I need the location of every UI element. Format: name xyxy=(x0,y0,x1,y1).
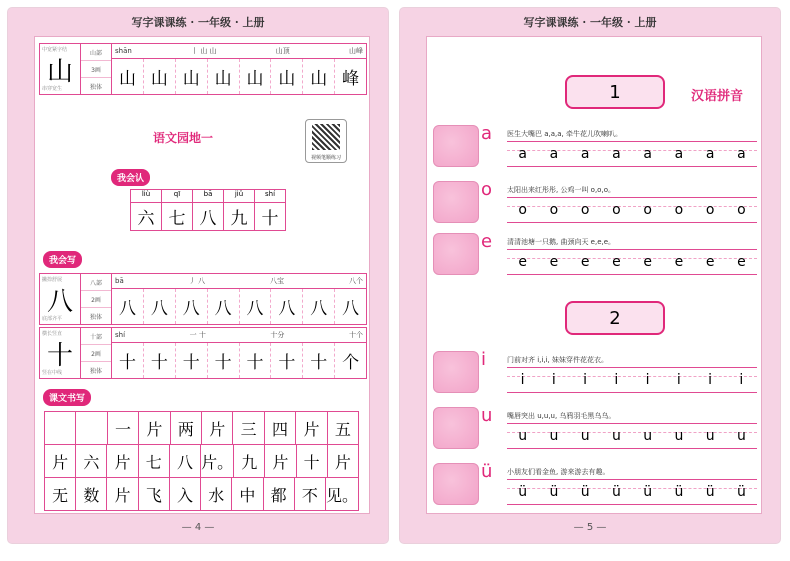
letter: ü xyxy=(705,484,715,500)
big-char-cell xyxy=(40,274,81,324)
text-cell: 入 xyxy=(169,477,201,511)
structure: 独体 xyxy=(89,313,102,321)
clothes-illustration-icon xyxy=(433,351,479,393)
char-row-shan xyxy=(39,43,367,95)
letter: ü xyxy=(518,484,528,500)
left-content xyxy=(34,36,370,514)
qr-caption: 视频笔顺练习 xyxy=(310,155,341,161)
letter: u xyxy=(580,428,590,444)
stroke-order: 丨 山 山 xyxy=(191,47,217,55)
letter: i xyxy=(551,372,556,388)
stroke-count: 2画 xyxy=(81,291,111,308)
text-cell: 片 xyxy=(201,411,233,445)
cell-pinyin: liù xyxy=(131,190,161,203)
practice-cell: 八 xyxy=(240,289,272,324)
badge-text-writing: 课文书写 xyxy=(43,389,91,406)
section-number-box: 1 xyxy=(565,75,665,109)
letter: o xyxy=(612,202,621,218)
practice-letters xyxy=(507,484,757,500)
big-char: 十 xyxy=(46,340,73,371)
pinyin-row xyxy=(427,405,761,449)
four-line-grid xyxy=(507,367,757,393)
pinyin-line xyxy=(112,44,366,59)
pinyin-rhyme: 嘴唇突出 u,u,u, 乌鸦羽毛黑乌乌。 xyxy=(507,412,616,420)
letter: o xyxy=(580,202,590,218)
text-cell: 水 xyxy=(200,477,232,511)
page-number-value: 4 xyxy=(194,522,202,533)
practice-cell: 十 xyxy=(240,343,272,378)
sub-hint: 竖在中线 xyxy=(42,370,63,376)
structure-hint: 撇捺舒展 xyxy=(42,277,63,283)
practice-cell: 十 xyxy=(112,343,144,378)
letter: i xyxy=(708,372,713,388)
letter: ü xyxy=(674,484,684,500)
letter: e xyxy=(518,254,527,270)
pinyin-letter: i xyxy=(481,349,487,370)
pinyin-line xyxy=(112,328,366,343)
text-cell: 不 xyxy=(294,477,326,511)
text-row xyxy=(45,412,359,445)
practice-cell-row xyxy=(112,343,366,378)
page-header: 写字课课练 · 一年级 · 上册 xyxy=(523,16,657,29)
practice-cells xyxy=(112,274,366,324)
text-cell: 三 xyxy=(232,411,264,445)
char-meta xyxy=(81,44,112,94)
letter: i xyxy=(645,372,650,388)
text-cell: 四 xyxy=(264,411,296,445)
text-writing-grid xyxy=(45,412,359,511)
text-cell: 片。 xyxy=(200,444,234,478)
pinyin-letter: a xyxy=(481,123,493,144)
letter: a xyxy=(674,146,684,162)
word2: 山峰 xyxy=(348,47,363,55)
letter: u xyxy=(518,428,528,444)
radical: 八部 xyxy=(81,274,111,291)
letter: u xyxy=(643,428,653,444)
section-number-box: 2 xyxy=(565,301,665,335)
text-cell: 数 xyxy=(75,477,107,511)
letter: ü xyxy=(549,484,559,500)
structure-hint: 横长竖直 xyxy=(42,331,63,337)
rooster-illustration-icon xyxy=(433,181,479,223)
text-cell: 六 xyxy=(75,444,107,478)
pinyin-rhyme: 医生大嘴巴 a,a,a, 牵牛花儿吹喇叭。 xyxy=(507,130,622,138)
practice-cell: 八 xyxy=(303,289,335,324)
practice-cell: 十 xyxy=(303,343,335,378)
stroke-order: 丿 八 xyxy=(188,277,205,285)
practice-letters xyxy=(507,372,757,388)
text-cell: 片 xyxy=(138,411,170,445)
pinyin: shān xyxy=(115,47,132,55)
letter: ü xyxy=(736,484,746,500)
practice-cell-row xyxy=(112,289,366,324)
big-char: 八 xyxy=(46,286,73,317)
letter: a xyxy=(518,146,527,162)
stroke-count: 2画 xyxy=(81,345,111,362)
letter: o xyxy=(737,202,746,218)
children-illustration-icon xyxy=(433,125,479,167)
text-cell: 飞 xyxy=(138,477,170,511)
big-char-cell xyxy=(40,328,81,378)
four-line-grid xyxy=(507,197,757,223)
letter: o xyxy=(705,202,715,218)
text-cell: 见。 xyxy=(325,477,359,511)
text-cell: 八 xyxy=(169,444,201,478)
sub-hint: 串穿宽生 xyxy=(42,86,63,92)
practice-cell: 八 xyxy=(176,289,208,324)
practice-cell: 山 xyxy=(208,59,240,94)
letter: a xyxy=(737,146,746,162)
sub-hint: 底部齐平 xyxy=(42,316,63,322)
crow-illustration-icon xyxy=(433,407,479,449)
pinyin: shí xyxy=(115,331,126,339)
letter: a xyxy=(612,146,621,162)
practice-cell: 八 xyxy=(112,289,144,324)
letter: i xyxy=(583,372,588,388)
letter: u xyxy=(674,428,684,444)
four-line-grid xyxy=(507,249,757,275)
pinyin-rhyme: 小朋友们看金鱼, 游来游去有趣。 xyxy=(507,468,610,476)
text-cell: 两 xyxy=(170,411,202,445)
recognize-cell xyxy=(192,189,224,231)
stroke-count: 3画 xyxy=(81,61,111,78)
practice-cell: 山 xyxy=(240,59,272,94)
cell-pinyin: jiǔ xyxy=(224,190,254,203)
stroke-order: 一 十 xyxy=(189,331,206,339)
letter: a xyxy=(549,146,559,162)
practice-cell: 山 xyxy=(303,59,335,94)
text-cell: 十 xyxy=(296,444,328,478)
fish-illustration-icon xyxy=(433,463,479,505)
practice-cell: 十 xyxy=(176,343,208,378)
recognize-cell xyxy=(254,189,286,231)
practice-cell-row xyxy=(112,59,366,94)
letter: e xyxy=(674,254,684,270)
letter: a xyxy=(580,146,590,162)
practice-letters xyxy=(507,428,757,444)
pinyin: bā xyxy=(115,277,124,285)
letter: e xyxy=(705,254,715,270)
practice-cell: 十 xyxy=(208,343,240,378)
practice-cell: 十 xyxy=(144,343,176,378)
pinyin-row xyxy=(427,461,761,505)
recognize-cell xyxy=(223,189,255,231)
pinyin-row xyxy=(427,349,761,393)
pinyin-row xyxy=(427,179,761,223)
letter: o xyxy=(518,202,527,218)
text-row xyxy=(45,445,359,478)
text-cell: 片 xyxy=(327,444,359,478)
char-meta xyxy=(81,274,112,324)
practice-cell: 峰 xyxy=(342,69,360,89)
qr-code[interactable] xyxy=(305,119,347,163)
letter: e xyxy=(643,254,652,270)
practice-letters xyxy=(507,202,757,218)
practice-letters xyxy=(507,146,757,162)
badge-write: 我会写 xyxy=(43,251,82,268)
pinyin-letter: o xyxy=(481,179,493,200)
letter: ü xyxy=(643,484,653,500)
cell-char: 七 xyxy=(168,209,186,229)
practice-letters xyxy=(507,254,757,270)
structure-hint: 中宽紧字结 xyxy=(42,47,68,53)
letter: e xyxy=(549,254,559,270)
letter: o xyxy=(549,202,559,218)
pinyin-rhyme: 清清池塘一只鹅, 曲颈向天 e,e,e。 xyxy=(507,238,616,246)
letter: o xyxy=(674,202,684,218)
page-number: — 4 — xyxy=(181,522,215,533)
letter: e xyxy=(580,254,590,270)
practice-cell: 山 xyxy=(271,59,303,94)
four-line-grid xyxy=(507,423,757,449)
practice-cells xyxy=(112,44,366,94)
big-char: 山 xyxy=(46,56,73,87)
radical: 山部 xyxy=(81,44,111,61)
char-row-shi xyxy=(39,327,367,379)
practice-cells xyxy=(112,328,366,378)
text-cell: 五 xyxy=(327,411,359,445)
cell-pinyin: qī xyxy=(162,190,192,203)
structure: 独体 xyxy=(89,367,102,375)
word2: 十个 xyxy=(349,331,363,339)
char-meta xyxy=(81,328,112,378)
letter: u xyxy=(549,428,559,444)
word2: 八个 xyxy=(348,277,363,285)
letter: e xyxy=(737,254,746,270)
pinyin-letter: e xyxy=(481,231,493,252)
left-page xyxy=(8,8,388,543)
practice-cell: 八 xyxy=(144,289,176,324)
text-cell: 片 xyxy=(264,444,296,478)
four-line-grid xyxy=(507,479,757,505)
letter: ü xyxy=(580,484,590,500)
cell-char: 六 xyxy=(137,209,155,229)
practice-cell: 八 xyxy=(271,289,303,324)
pinyin-title: 汉语拼音 xyxy=(691,89,744,104)
recognize-cell xyxy=(130,189,162,231)
page-number-value: 5 xyxy=(586,522,594,533)
practice-cell: 八 xyxy=(342,299,360,319)
pinyin-line xyxy=(112,274,366,289)
pinyin-row xyxy=(427,231,761,275)
cell-pinyin: shí xyxy=(255,190,285,203)
letter: i xyxy=(520,372,525,388)
goose-illustration-icon xyxy=(433,233,479,275)
char-row-ba xyxy=(39,273,367,325)
page-number: — 5 — xyxy=(573,522,607,533)
word1: 八宝 xyxy=(269,277,284,285)
text-cell: 片 xyxy=(295,411,327,445)
letter: a xyxy=(705,146,715,162)
letter: u xyxy=(736,428,746,444)
cell-char: 九 xyxy=(230,209,248,229)
practice-cell: 山 xyxy=(176,59,208,94)
letter: ü xyxy=(611,484,621,500)
text-cell: 无 xyxy=(44,477,76,511)
four-line-grid xyxy=(507,141,757,167)
page-header: 写字课课练 · 一年级 · 上册 xyxy=(131,16,265,29)
word1: 十分 xyxy=(270,331,285,339)
letter: u xyxy=(611,428,621,444)
letter: i xyxy=(676,372,681,388)
pinyin-letter: ü xyxy=(481,461,493,482)
structure: 独体 xyxy=(89,83,102,91)
cell-char: 八 xyxy=(199,209,217,229)
practice-cell: 个 xyxy=(342,353,360,373)
text-cell: 九 xyxy=(233,444,265,478)
letter: o xyxy=(643,202,652,218)
badge-recognize: 我会认 xyxy=(111,169,150,186)
letter: i xyxy=(614,372,619,388)
letter: u xyxy=(705,428,715,444)
pinyin-rhyme: 门前对齐 i,i,i, 妹妹穿件花花衣。 xyxy=(507,356,608,364)
radical: 十部 xyxy=(81,328,111,345)
recognize-cell xyxy=(161,189,193,231)
section-title: 语文园地一 xyxy=(153,131,214,145)
letter: i xyxy=(739,372,744,388)
cell-pinyin: bā xyxy=(193,190,223,203)
letter: a xyxy=(643,146,652,162)
cell-char: 十 xyxy=(261,209,279,229)
text-cell xyxy=(75,411,107,445)
text-cell: 中 xyxy=(231,477,263,511)
pinyin-letter: u xyxy=(481,405,493,426)
practice-cell: 十 xyxy=(271,343,303,378)
word1: 山顶 xyxy=(275,47,290,55)
practice-cell: 八 xyxy=(208,289,240,324)
text-cell: 一 xyxy=(107,411,139,445)
text-row xyxy=(45,478,359,511)
text-cell xyxy=(44,411,76,445)
pinyin-row xyxy=(427,123,761,167)
recognize-grid xyxy=(131,189,286,231)
right-page xyxy=(400,8,780,543)
text-cell: 七 xyxy=(138,444,170,478)
text-cell: 片 xyxy=(106,477,138,511)
text-cell: 片 xyxy=(44,444,76,478)
big-char-cell xyxy=(40,44,81,94)
text-cell: 片 xyxy=(106,444,138,478)
letter: e xyxy=(612,254,621,270)
text-cell: 都 xyxy=(263,477,295,511)
practice-cell: 山 xyxy=(112,59,144,94)
practice-cell: 山 xyxy=(144,59,176,94)
qr-icon xyxy=(312,124,340,150)
right-content xyxy=(426,36,762,514)
pinyin-rhyme: 太阳出来红彤彤, 公鸡一叫 o,o,o。 xyxy=(507,186,615,194)
